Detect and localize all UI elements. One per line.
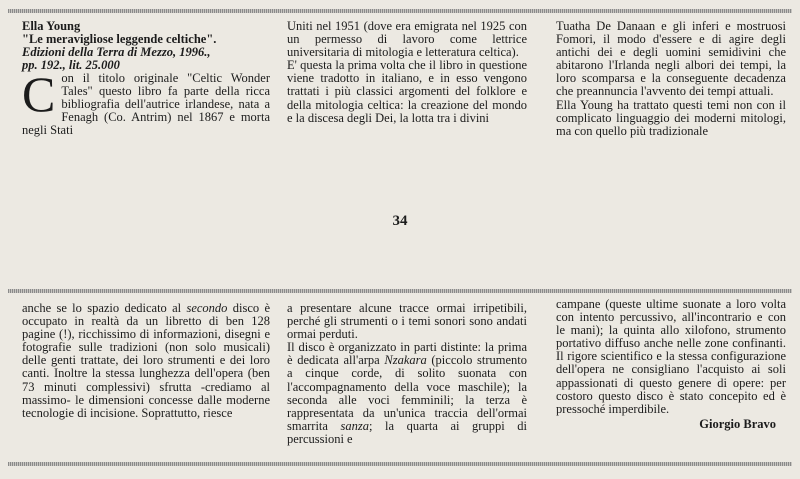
bottom-rule	[8, 462, 792, 466]
bottom-col3-paragraph: campane (queste ultime suonate a loro volta con intento percussivo, all'incontrario e con le mani); la quinta allo xilofono, strumento portativo diffuso anche nelle zone confinanti. Il rigore scientifico e la stessa configurazione dell'opera ne consigliano l'acquisto ai soli appassionati di questo genere di opere: per costoro questo disco è stato concepito ed è pressoché imperdibile.	[556, 297, 786, 416]
bottom-col2-text-a: Il disco è organizzato in parti distinte: la prima è dedicata all'arpa	[287, 340, 527, 368]
middle-rule	[8, 289, 792, 293]
top-rule	[8, 9, 792, 13]
top-column-2	[287, 20, 527, 125]
page-number: 34	[392, 213, 408, 229]
top-column-1	[22, 20, 270, 137]
bottom-col1-text-a: anche se lo spazio dedicato al	[22, 301, 187, 315]
bottom-column-3	[556, 298, 786, 431]
bottom-column-1	[22, 302, 270, 420]
publisher-line-1: Edizioni della Terra di Mezzo, 1996.,	[22, 45, 211, 59]
drop-cap: C	[22, 66, 56, 122]
bottom-col1-paragraph	[22, 302, 270, 420]
bottom-column-2	[287, 302, 527, 446]
top-col3-paragraph-1: Tuatha De Danaan e gli inferi e mostruosi Fomori, il modo d'essere e di agire degli antichi dei e degli uomini semidivini che abitarono l'Irlanda negli albori dei tempi, la loro scomparsa e la conseguente decadenza che preannuncia l'avvento dei tempi attuali.	[556, 19, 786, 99]
article-signature: Giorgio Bravo	[699, 416, 776, 431]
publisher-line-2: pp. 192., lit. 25.000	[22, 58, 120, 72]
bottom-col1-emphasis: secondo	[186, 301, 228, 315]
bottom-col2-text-b: (piccolo strumento a cinque corde, di solito suonata con l'accompagnamento della voce maschile); la seconda alle voci femminili; la terza è rappresentata da un'unica traccia dell'ormai smarrita	[287, 353, 527, 433]
top-column-3	[556, 20, 786, 138]
book-title: "Le meravigliose leggende celtiche".	[22, 32, 217, 46]
top-col3-paragraph-2: Ella Young ha trattato questi temi non con il complicato linguaggio dei moderni mitologi, ma con quello più tradizionale	[556, 97, 786, 138]
bottom-col2-paragraph-2	[287, 341, 527, 446]
bottom-col2-emphasis-2: sanza	[340, 418, 370, 433]
bottom-col2-emphasis-1: Nzakara	[384, 353, 427, 368]
intro-text: on il titolo originale "Celtic Wonder Tales" questo libro fa parte della ricca bibliografia dell'autrice irlandese, nata a Fenagh (Co. Antrim) nel 1867 e morta negli Stati	[22, 71, 270, 138]
bottom-col2-text-c: ; la quarta ai gruppi di percussioni e	[287, 418, 527, 446]
bottom-col2-paragraph-1: a presentare alcune tracce ormai irripetibili, perché gli strumenti o i temi sonori sono andati ormai perduti.	[287, 301, 527, 342]
top-col2-paragraph-2: E' questa la prima volta che il libro in questione viene tradotto in italiano, e in esso vengono trattati i più classici argomenti del folklore e della mitologia celtica: la creazione del mondo e la discesa degli Dei, la lotta tra i divini	[287, 58, 527, 125]
top-col2-paragraph-1: Uniti nel 1951 (dove era emigrata nel 1925 con un permesso di lavoro come lettrice universitaria di mitologia e letteratura celtica).	[287, 19, 527, 60]
intro-paragraph	[22, 66, 270, 138]
bottom-col1-text-b: disco è occupato in realtà da un libretto di ben 128 pagine (!), ricchissimo di informazioni, disegni e fotografie sulle tradizioni (non solo musicali) delle genti trattate, dei loro strumenti e dei loro canti. Inoltre la stessa lunghezza dell'opera (ben 73 minuti complessivi) sfrutta -crediamo al massimo- le dimensioni concesse dalle moderne tecnologie di incisione. Soprattutto, riesce	[22, 301, 270, 420]
book-author: Ella Young	[22, 19, 81, 33]
